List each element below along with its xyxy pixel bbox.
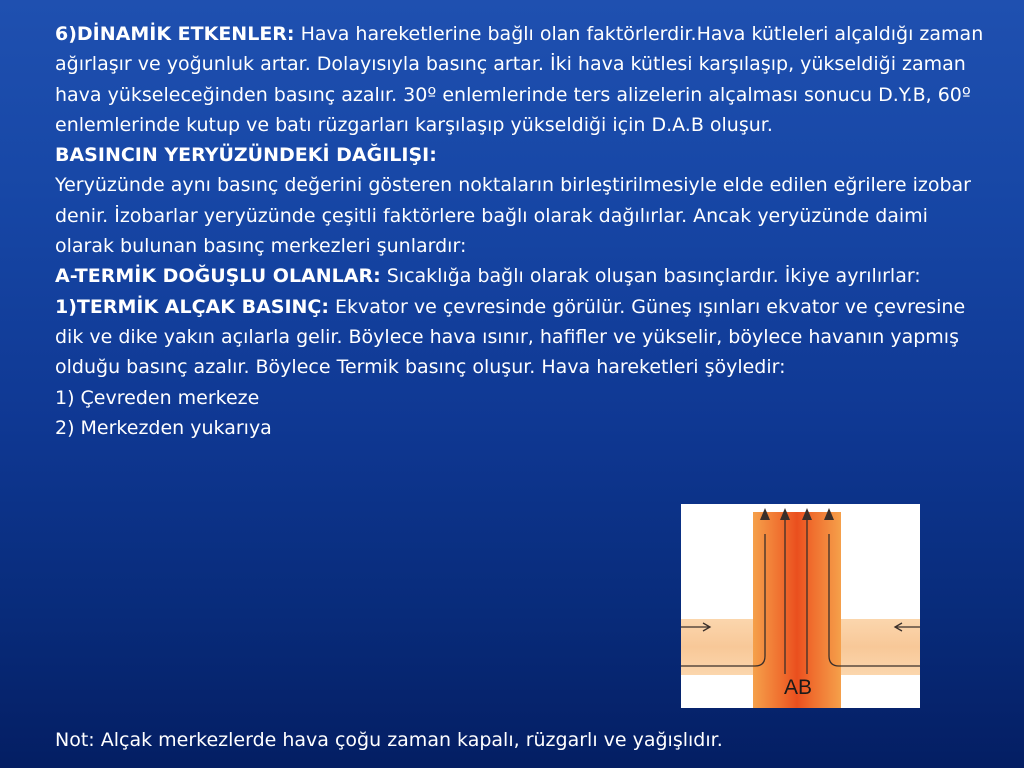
slide-text <box>55 19 985 443</box>
air-movement-step-2: 2) Merkezden yukarıya <box>55 416 272 439</box>
distribution-body: Yeryüzünde aynı basınç değerini gösteren noktaların birleştirilmesiyle elde edilen eğrilere izobar denir. İzobarlar yeryüzünde çeşitli faktörlere bağlı olarak dağılırlar. Ancak yeryüzünde daimi olarak bulunan basınç merkezleri şunlardır: <box>55 174 971 258</box>
thermal-paragraph <box>55 261 985 291</box>
distribution-heading: BASINCIN YERYÜZÜNDEKİ DAĞILIŞI: <box>55 144 437 167</box>
thermal-heading: A-TERMİK DOĞUŞLU OLANLAR: <box>55 265 381 288</box>
low-pressure-diagram-svg <box>681 504 920 708</box>
figure-label: AB <box>783 676 813 699</box>
intro-body: Hava hareketlerine bağlı olan faktörlerdir.Hava kütleleri alçaldığı zaman ağırlaşır ve yoğunluk artar. Dolayısıyla basınç artar. İki hava kütlesi karşılaşıp, yükseldiği zaman hava yükseleceğinden basınç azalır. 30º enlemlerinde ters alizelerin alçalması sonucu D.Y.B, 60º enlemlerinde kutup ve batı rüzgarları karşılaşıp yükseldiği için D.A.B oluşur. <box>55 23 984 136</box>
intro-paragraph <box>55 19 985 140</box>
low-pressure-heading: 1)TERMİK ALÇAK BASINÇ: <box>55 295 329 318</box>
intro-heading: 6)DİNAMİK ETKENLER: <box>55 23 295 45</box>
thermal-body: Sıcaklığa bağlı olarak oluşan basınçlardır. İkiye ayrılırlar: <box>380 265 921 288</box>
air-movement-step-1: 1) Çevreden merkeze <box>55 386 260 409</box>
low-pressure-diagram <box>681 504 920 708</box>
low-pressure-body: Ekvator ve çevresinde görülür. Güneş ışınları ekvator ve çevresine dik ve dike yakın açılarla gelir. Böylece hava ısınır, hafifler ve yükselir, böylece havanın yapmış olduğu basınç azalır. Böylece Termik basınç oluşur. Hava hareketleri şöyledir: <box>55 295 966 379</box>
note: Not: Alçak merkezlerde hava çoğu zaman kapalı, rüzgarlı ve yağışlıdır. <box>55 729 723 751</box>
low-pressure-paragraph <box>55 292 985 383</box>
